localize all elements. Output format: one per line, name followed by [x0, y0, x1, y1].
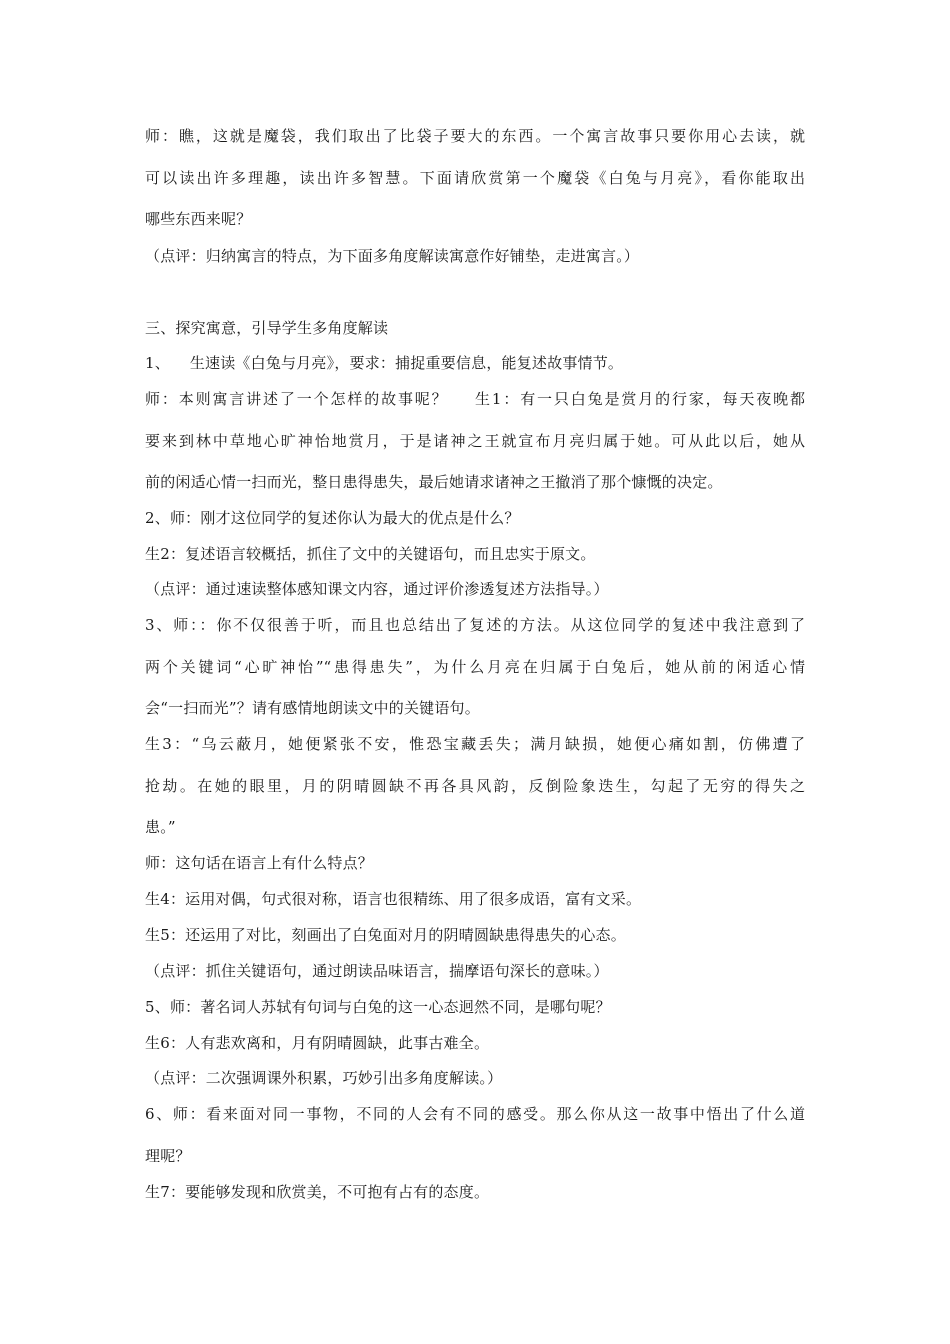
- paragraph-line: 理呢？: [145, 1147, 191, 1165]
- comment-line: （点评：通过速读整体感知课文内容，通过评价渗透复述方法指导。）: [145, 580, 609, 598]
- paragraph-line: 师：这句话在语言上有什么特点？: [145, 854, 374, 872]
- section-heading: 三、探究寓意，引导学生多角度解读: [145, 319, 389, 337]
- paragraph-line: 生3：“乌云蔽月，她便紧张不安，惟恐宝藏丢失；满月缺损，她便心痛如割，仿佛遭了: [145, 735, 805, 753]
- paragraph-line: 患。”: [145, 818, 176, 836]
- paragraph-line: 生5：还运用了对比，刻画出了白兔面对月的阴晴圆缺患得患失的心态。: [145, 926, 626, 944]
- paragraph-line: 生7：要能够发现和欣赏美，不可抱有占有的态度。: [145, 1183, 490, 1201]
- paragraph-line: 可以读出许多理趣，读出许多智慧。下面请欣赏第一个魔袋《白兔与月亮》，看你能取出: [145, 169, 805, 187]
- paragraph-line: 生6：人有悲欢离和，月有阴晴圆缺，此事古难全。: [145, 1034, 490, 1052]
- comment-line: （点评：抓住关键语句，通过朗读品味语言，揣摩语句深长的意味。）: [145, 962, 609, 980]
- paragraph-line: 师：瞧，这就是魔袋，我们取出了比袋子要大的东西。一个寓言故事只要你用心去读，就: [145, 127, 805, 145]
- paragraph-line: 会“一扫而光”？请有感情地朗读文中的关键语句。: [145, 699, 480, 717]
- paragraph-line: 哪些东西来呢？: [145, 210, 252, 228]
- paragraph-line: 3、师：：你不仅很善于听，而且也总结出了复述的方法。从这位同学的复述中我注意到了: [145, 616, 805, 634]
- paragraph-line: 6、师：看来面对同一事物，不同的人会有不同的感受。那么你从这一故事中悟出了什么道: [145, 1105, 805, 1123]
- paragraph-line: 师：本则寓言讲述了一个怎样的故事呢？ 生1：有一只白兔是赏月的行家，每天夜晚都: [145, 390, 805, 408]
- paragraph-line: 生4：运用对偶，句式很对称，语言也很精练、用了很多成语，富有文采。: [145, 890, 642, 908]
- paragraph-line: 两个关键词“心旷神怡”“患得患失”，为什么月亮在归属于白兔后，她从前的闲适心情: [145, 658, 805, 676]
- paragraph-line: 要来到林中草地心旷神怡地赏月，于是诸神之王就宣布月亮归属于她。可从此以后，她从: [145, 432, 805, 450]
- paragraph-line: 生2：复述语言较概括，抓住了文中的关键语句，而且忠实于原文。: [145, 545, 596, 563]
- comment-line: （点评：二次强调课外积累，巧妙引出多角度解读。）: [145, 1069, 503, 1087]
- paragraph-line: 2、师：刚才这位同学的复述你认为最大的优点是什么？: [145, 509, 520, 527]
- paragraph-line: 前的闲适心情一扫而光，整日患得患失，最后她请求诸神之王撤消了那个慷慨的决定。: [145, 473, 723, 491]
- paragraph-line: 5、师：著名词人苏轼有句词与白兔的这一心态迥然不同，是哪句呢？: [145, 998, 611, 1016]
- paragraph-line: 1、 生速读《白兔与月亮》，要求：捕捉重要信息，能复述故事情节。: [145, 354, 624, 372]
- comment-line: （点评：归纳寓言的特点，为下面多角度解读寓意作好铺垫，走进寓言。）: [145, 247, 640, 265]
- paragraph-line: 抢劫。在她的眼里，月的阴晴圆缺不再各具风韵，反倒险象迭生，勾起了无穷的得失之: [145, 777, 805, 795]
